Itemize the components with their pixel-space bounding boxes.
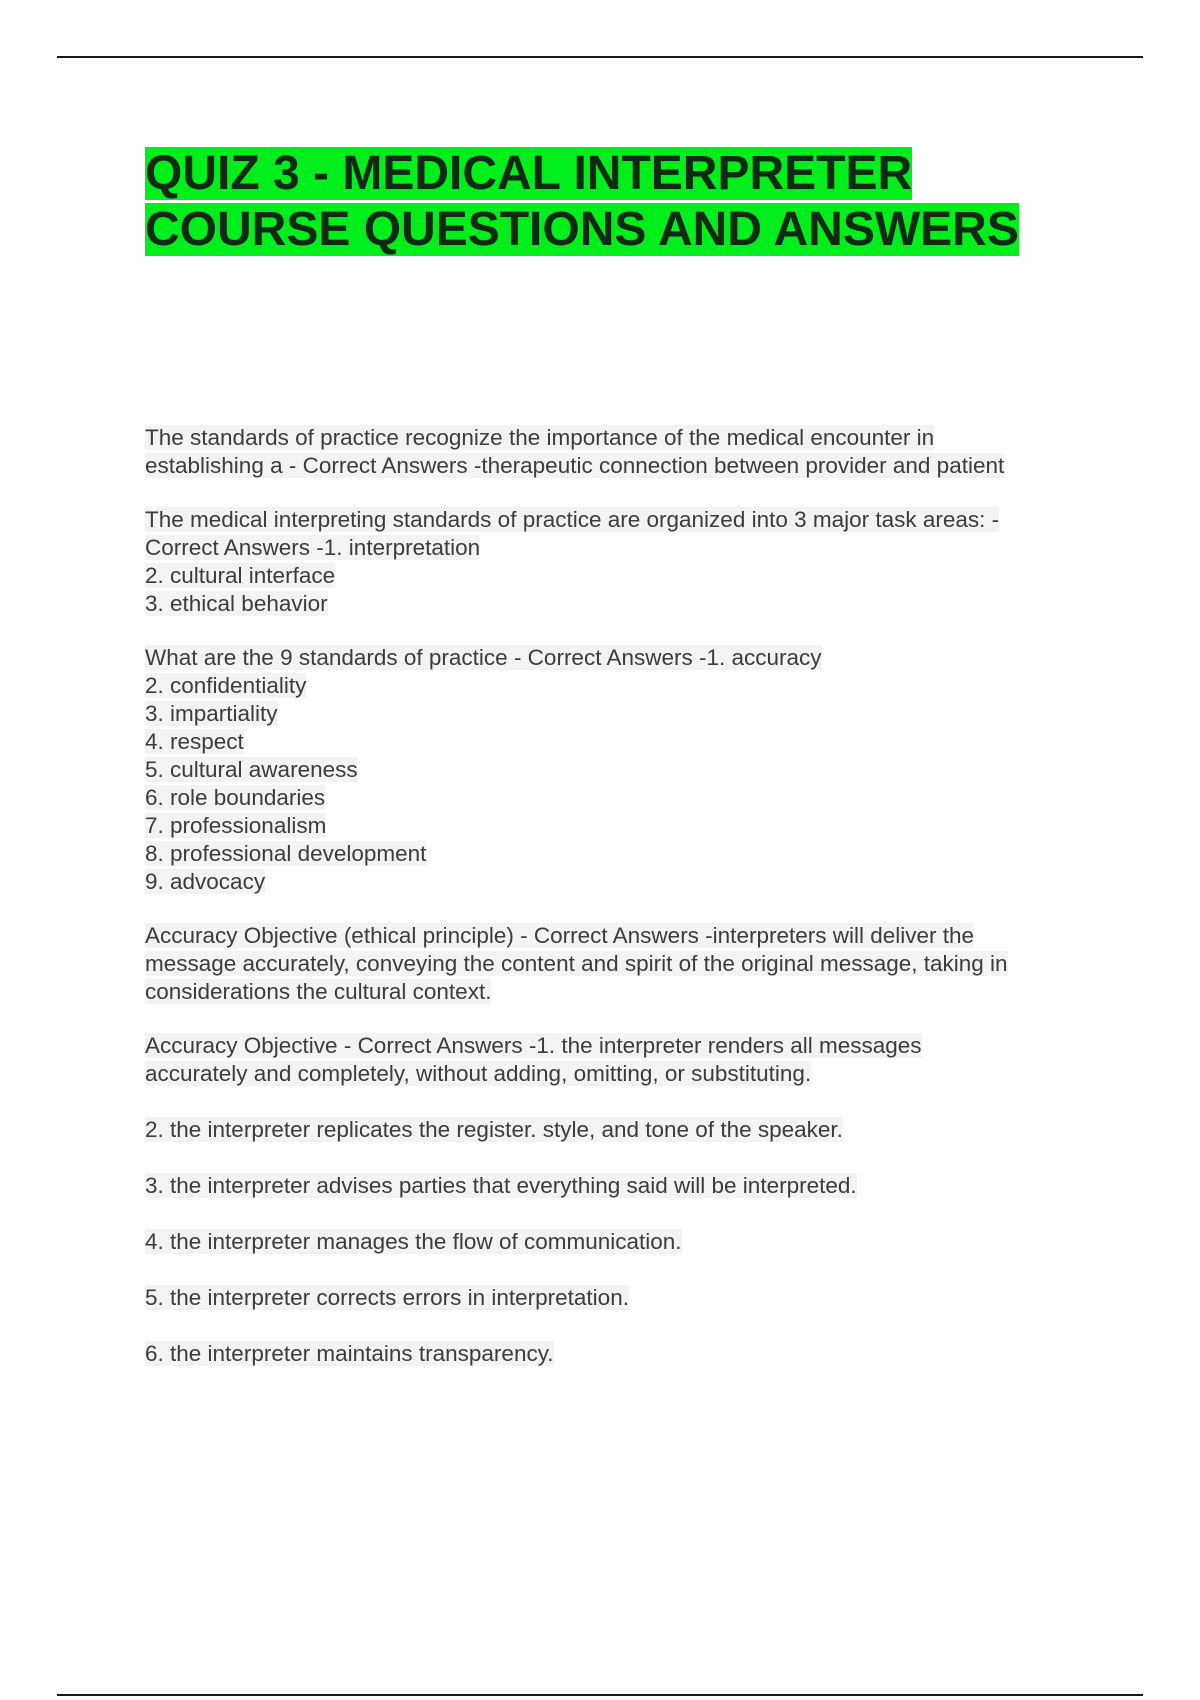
qa-line: 8. professional development [145,841,427,866]
qa-line: 2. the interpreter replicates the register. style, and tone of the speaker. [145,1117,843,1142]
qa-line: message accurately, conveying the content and spirit of the original message, taking in [145,951,1008,976]
qa-line: Accuracy Objective - Correct Answers -1. the interpreter renders all messages [145,1033,922,1058]
qa-line: establishing a - Correct Answers -therapeutic connection between provider and patient [145,453,1005,478]
qa-list [145,424,1085,1394]
qa-line: 6. the interpreter maintains transparency. [145,1341,554,1366]
qa-line: Accuracy Objective (ethical principle) - Correct Answers -interpreters will deliver the [145,923,975,948]
qa-line: 3. impartiality [145,701,278,726]
qa-line: 3. ethical behavior [145,591,328,616]
qa-line: The medical interpreting standards of practice are organized into 3 major task areas: - [145,507,1000,532]
qa-line: 7. professionalism [145,813,327,838]
qa-line: 4. the interpreter manages the flow of communication. [145,1229,682,1254]
qa-block [145,506,1085,618]
qa-line: 2. cultural interface [145,563,336,588]
title-line-1: QUIZ 3 - MEDICAL INTERPRETER [145,147,913,200]
qa-block [145,424,1085,480]
footer-rule [57,1694,1143,1696]
qa-block [145,1228,1085,1256]
qa-line: accurately and completely, without adding, omitting, or substituting. [145,1061,812,1086]
qa-line: The standards of practice recognize the importance of the medical encounter in [145,425,935,450]
qa-line: 5. the interpreter corrects errors in interpretation. [145,1285,629,1310]
qa-block [145,644,1085,896]
qa-line: 4. respect [145,729,244,754]
title-line-2: COURSE QUESTIONS AND ANSWERS [145,203,1019,256]
qa-line: Correct Answers -1. interpretation [145,535,481,560]
qa-block [145,1284,1085,1312]
qa-line: What are the 9 standards of practice - Correct Answers -1. accuracy [145,645,822,670]
qa-line: 2. confidentiality [145,673,307,698]
qa-block [145,922,1085,1006]
qa-line: 3. the interpreter advises parties that everything said will be interpreted. [145,1173,857,1198]
header-rule [57,56,1143,58]
qa-line: considerations the cultural context. [145,979,492,1004]
qa-block [145,1116,1085,1144]
document-title [145,146,1085,258]
qa-block [145,1340,1085,1368]
qa-line: 5. cultural awareness [145,757,358,782]
qa-line: 9. advocacy [145,869,266,894]
qa-block [145,1032,1085,1088]
qa-block [145,1172,1085,1200]
qa-line: 6. role boundaries [145,785,326,810]
